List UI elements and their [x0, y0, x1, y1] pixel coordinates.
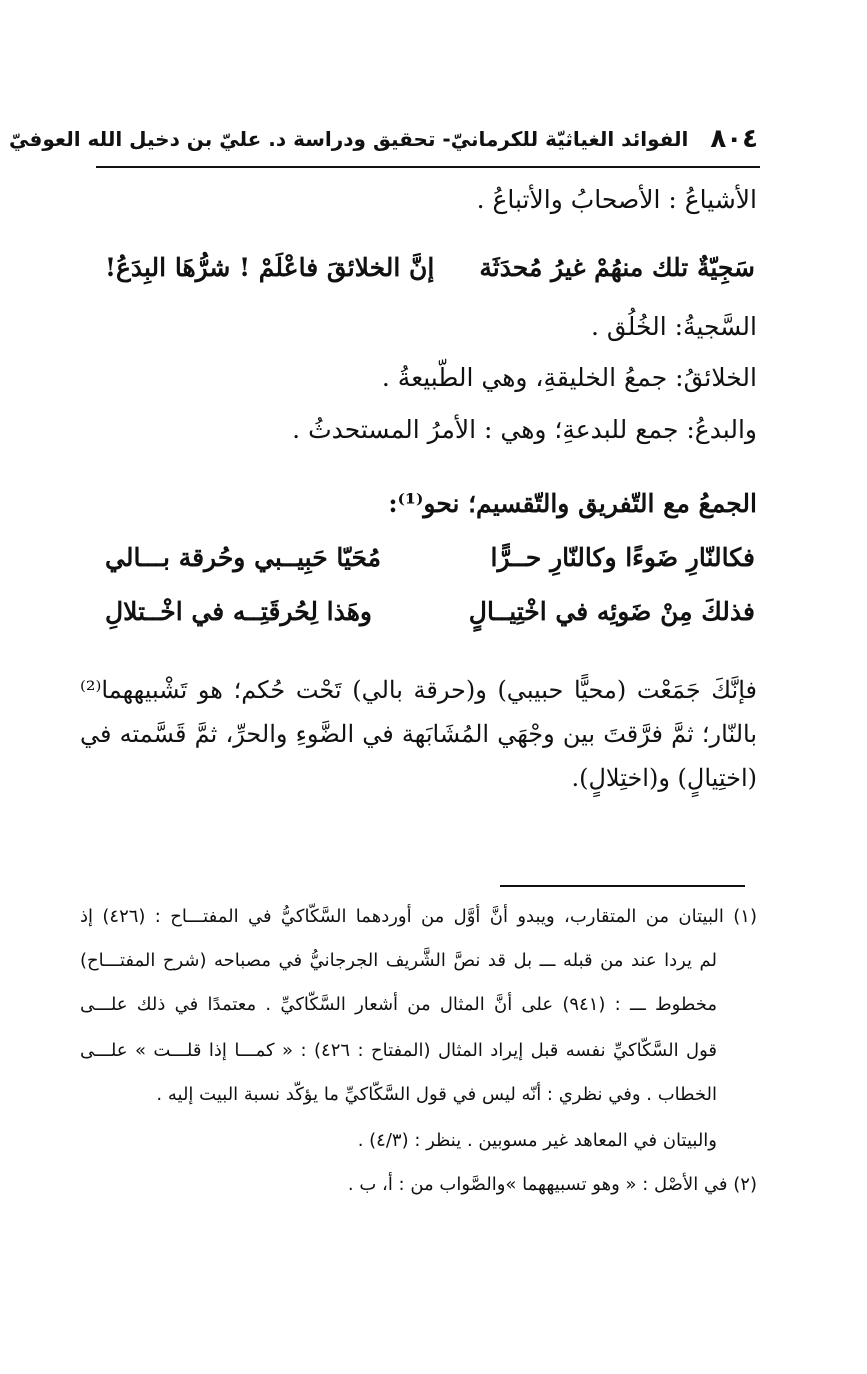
- verse-line-3: [105, 590, 755, 634]
- footnote-1-line-2: لم يردا عند من قبله ـــ بل قد نصَّ الشَّريف الجرجانيُّ في مصباحه (شرح المفتـــاح): [80, 950, 717, 971]
- footnote-1-line-4: قول السَّكّاكيِّ نفسه قبل إيراد المثال (المفتاح : ٤٢٦) : « كمـــا إذا قلـــت » علـــى: [80, 1040, 717, 1061]
- gloss-sajiyya: السَّجيةُ: الخُلُق .: [590, 312, 757, 341]
- explanation-paragraph: فإنَّكَ جَمَعْت (محيًّا حبيبي) و(حرقة بالي) تَحْت حُكم؛ هو تَشْبيههما⁽²⁾ بالنّار؛ ثمَّ فرَّقتَ بين وجْهَي المُشَابَهة في الضَّوءِ والحرِّ، ثمَّ قَسَّمته في (اختِيالٍ) و(اختِلالٍ).: [80, 676, 757, 792]
- verse-line-2: [105, 536, 755, 580]
- gloss-ashya: الأشياعُ : الأصحابُ والأتباعُ .: [476, 185, 757, 214]
- verse-1-first-hemistich: سَجِيّةٌ تلك منهُمْ غيرُ مُحدَثَة: [479, 253, 755, 282]
- verse-3-first-hemistich: فذلكَ مِنْ ضَوئِه في اخْتِيــالٍ: [468, 597, 755, 626]
- running-header: [9, 118, 758, 160]
- footnote-2: (٢) في الأصْل : « وهو تسبيههما »والصَّواب من : أ، ب .: [347, 1174, 757, 1195]
- footnote-1-line-6: والبيتان في المعاهد غير مسوبين . ينظر : (٤/٣) .: [357, 1130, 717, 1151]
- verse-2-second-hemistich: مُحَيّا حَبِيــبي وحُرقة بـــالي: [105, 543, 382, 572]
- footnote-rule: [500, 885, 745, 887]
- gloss-bida: والبدعُ: جمع للبدعةِ؛ وهي : الأمرُ المستحدثُ .: [292, 415, 757, 444]
- verse-2-first-hemistich: فكالنّارِ ضَوءًا وكالنّارِ حــرًّا: [490, 543, 755, 572]
- running-title: الفوائد الغياثيّة للكرمانيّ- تحقيق ودراسة د. عليّ بن دخيل الله العوفيّ: [9, 127, 689, 151]
- header-rule: [96, 166, 760, 168]
- footnote-1-line-5: الخطاب . وفي نظري : أنّه ليس في قول السَّكّاكيِّ ما يؤكّد نسبة البيت إليه .: [156, 1084, 717, 1105]
- section-heading: الجمعُ مع التّفريق والتّقسيم؛ نحو⁽¹⁾:: [388, 489, 757, 518]
- footnote-1-line-3: مخطوط ـــ : (٩٤١) على أنَّ المثال من أشعار السَّكّاكيِّ . معتمدًا في ذلك علـــى: [80, 994, 717, 1015]
- verse-line-1: [105, 246, 755, 290]
- verse-1-second-hemistich: إنَّ الخلائقَ فاعْلَمْ ! شرُّهَا البِدَعُ!: [105, 253, 435, 282]
- gloss-khalaiq: الخلائقُ: جمعُ الخليقةِ، وهي الطّبيعةُ .: [381, 363, 757, 392]
- footnote-1-line-1: (١) البيتان من المتقارب، ويبدو أنَّ أوَّل من أوردهما السَّكّاكيُّ في المفتـــاح : (٤٢٦) إذ: [80, 906, 757, 927]
- page-number: ٨٠٤: [710, 124, 758, 154]
- verse-3-second-hemistich: وهَذا لِحُرقَتِــه في اخْــتلالِ: [105, 597, 372, 626]
